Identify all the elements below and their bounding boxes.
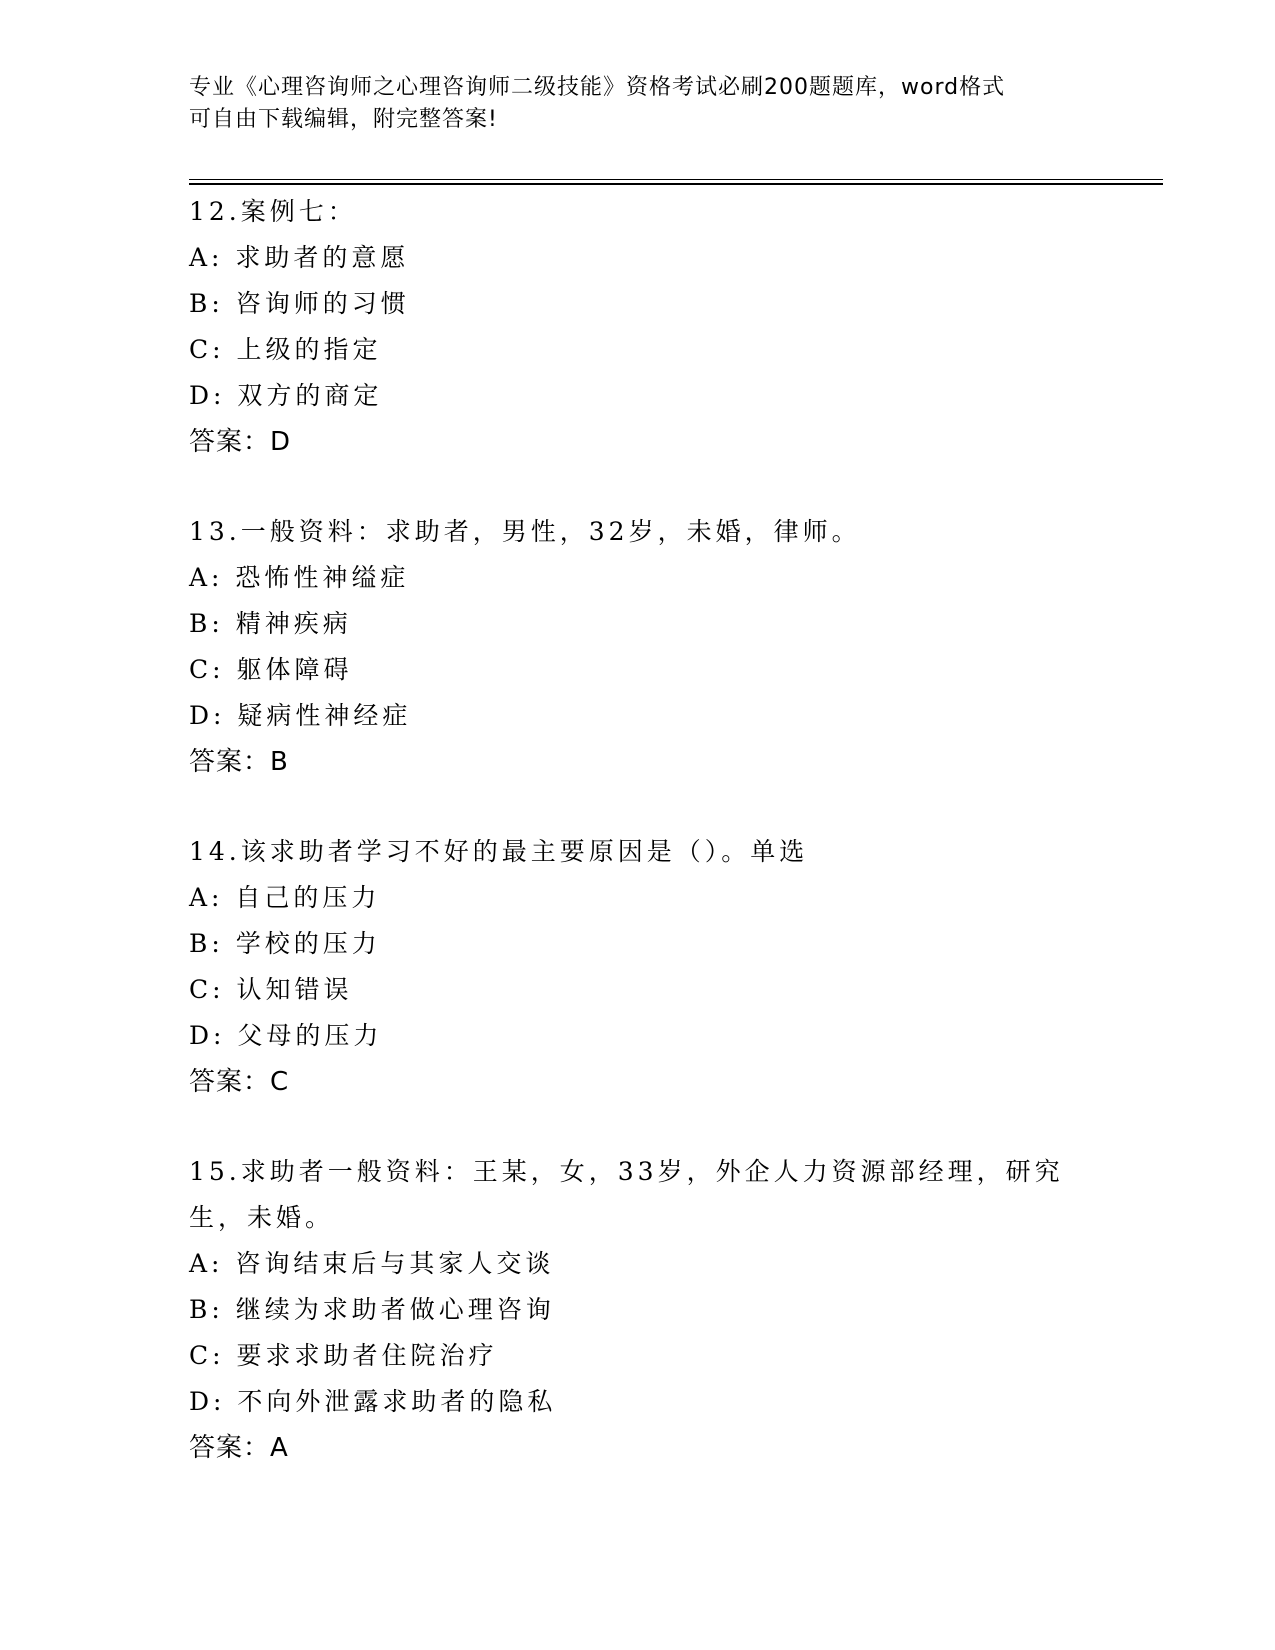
option-a: A: 自己的压力 <box>189 883 381 912</box>
option-c: C: 躯体障碍 <box>189 655 353 684</box>
question-block-14 <box>189 829 1109 1105</box>
question-stem: 13.一般资料：求助者，男性，32岁，未婚，律师。 <box>189 517 861 546</box>
header-line-2: 可自由下载编辑，附完整答案! <box>189 107 498 132</box>
question-block-12 <box>189 189 1109 465</box>
answer-line: 答案：A <box>189 1433 289 1463</box>
option-d: D: 双方的商定 <box>189 381 383 410</box>
option-a: A: 恐怖性神缢症 <box>189 563 410 592</box>
answer-line: 答案：C <box>189 1067 290 1097</box>
document-header <box>189 72 1069 136</box>
option-c: C: 要求求助者住院治疗 <box>189 1341 498 1370</box>
header-divider-thin <box>189 179 1163 180</box>
question-block-15 <box>189 1149 1109 1471</box>
question-block-13 <box>189 509 1109 785</box>
option-a: A: 求助者的意愿 <box>189 243 410 272</box>
option-b: B: 咨询师的习惯 <box>189 289 410 318</box>
option-a: A: 咨询结束后与其家人交谈 <box>189 1249 555 1278</box>
option-d: D: 父母的压力 <box>189 1021 383 1050</box>
answer-line: 答案：B <box>189 747 289 777</box>
option-b: B: 学校的压力 <box>189 929 381 958</box>
option-d: D: 疑病性神经症 <box>189 701 412 730</box>
header-line-1: 专业《心理咨询师之心理咨询师二级技能》资格考试必刷200题题库，word格式 <box>189 75 1006 100</box>
answer-line: 答案：D <box>189 427 292 457</box>
question-stem: 12.案例七： <box>189 197 357 226</box>
option-b: B: 继续为求助者做心理咨询 <box>189 1295 555 1324</box>
option-d: D: 不向外泄露求助者的隐私 <box>189 1387 557 1416</box>
option-c: C: 认知错误 <box>189 975 353 1004</box>
question-stem: 14.该求助者学习不好的最主要原因是（）。单选 <box>189 837 809 866</box>
option-b: B: 精神疾病 <box>189 609 352 638</box>
question-stem: 15.求助者一般资料：王某，女，33岁，外企人力资源部经理，研究生，未婚。 <box>189 1157 1064 1232</box>
option-c: C: 上级的指定 <box>189 335 382 364</box>
header-divider-thick <box>189 183 1163 185</box>
